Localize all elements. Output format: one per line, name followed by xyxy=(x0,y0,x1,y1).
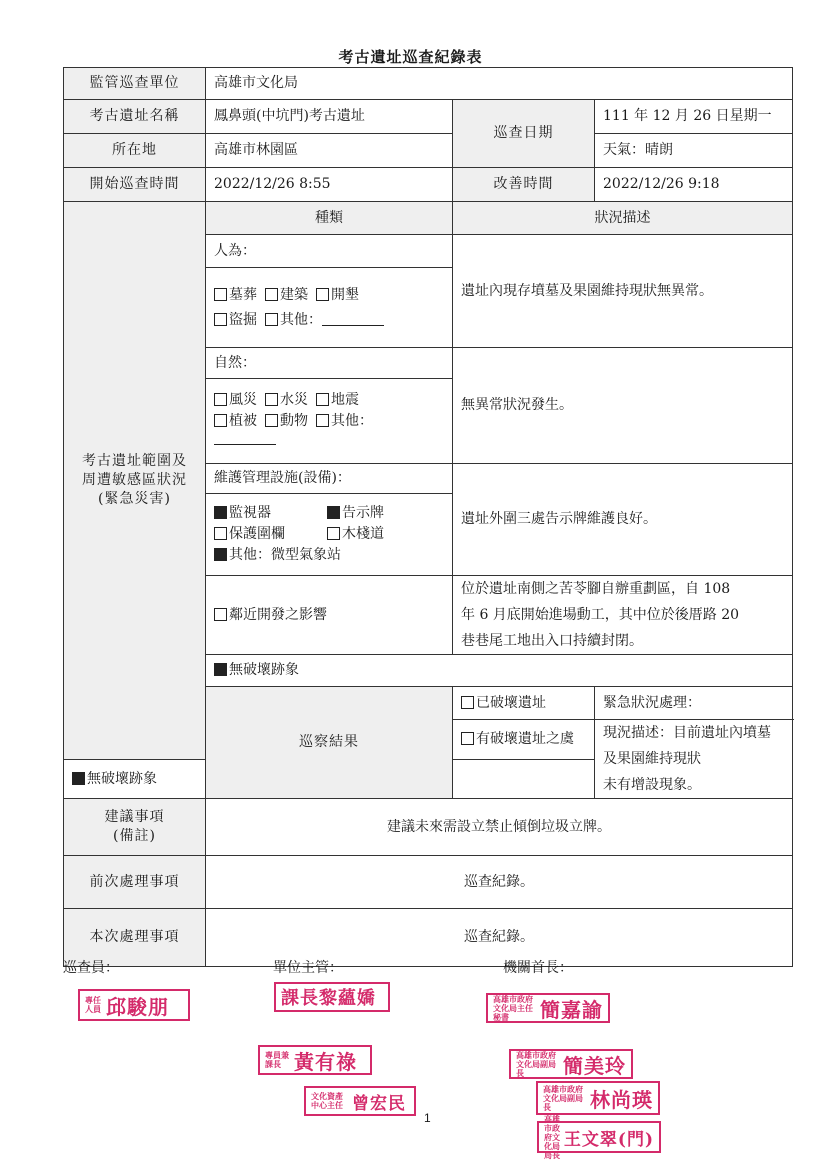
option-label: 地震 xyxy=(331,391,359,408)
result-description xyxy=(595,720,793,799)
stamp-name: 曾宏民 xyxy=(352,1093,406,1114)
checkbox[interactable] xyxy=(316,393,329,406)
suggestion-label xyxy=(64,799,206,856)
nearby-description-line: 位於遺址南側之苦苓腳自辦重劃區，自 108 xyxy=(461,581,731,597)
chief-signature-label: 機關首長： xyxy=(503,960,573,976)
stamp-small-text: 高雄市政府文化局副局長 xyxy=(516,1049,556,1078)
seal-stamp-specialist xyxy=(258,1045,372,1075)
option-label: 木棧道 xyxy=(342,526,384,543)
stamp-name: 簡美玲 xyxy=(563,1053,626,1078)
human-description: 遺址內現存墳墓及果園維持現狀無異常。 xyxy=(453,235,793,348)
result-option-risk xyxy=(453,720,595,760)
site-status-label-line: 周遭敏感區狀況 xyxy=(82,472,187,489)
nearby-description xyxy=(453,576,793,655)
human-heading: 人為： xyxy=(206,235,453,268)
checkbox[interactable] xyxy=(214,393,227,406)
stamp-name: 簡嘉諭 xyxy=(540,997,603,1022)
stamp-name: 王文翠(門) xyxy=(563,1129,654,1150)
suggestion-label-line: (備註) xyxy=(113,828,156,844)
site-status-label-line: (緊急災害) xyxy=(98,490,171,507)
checkbox[interactable] xyxy=(265,414,278,427)
natural-description: 無異常狀況發生。 xyxy=(453,348,793,464)
checkbox-checked[interactable] xyxy=(214,663,227,676)
location-label: 所在地 xyxy=(64,134,206,168)
stamp-small-text: 高雄市政府文化局主任秘書 xyxy=(493,993,533,1022)
result-description-line: 現況描述：目前遺址內墳墓及果園維持現狀 xyxy=(603,725,771,767)
seal-stamp-secretary xyxy=(486,993,610,1023)
option-label: 告示牌 xyxy=(342,505,384,522)
blank-line[interactable] xyxy=(214,432,276,445)
result-label: 巡察結果 xyxy=(206,687,453,799)
stamp-small-text: 專員兼課長 xyxy=(265,1050,289,1069)
no-damage-option xyxy=(206,655,793,687)
date-label: 巡查日期 xyxy=(453,100,595,168)
checkbox-checked[interactable] xyxy=(327,506,340,519)
option-label: 鄰近開發之影響 xyxy=(229,606,327,623)
current-action-label: 本次處理事項 xyxy=(64,909,206,967)
stamp-small-text: 文化資產中心主任 xyxy=(311,1091,343,1110)
date-value: 111 年 12 月 26 日星期一 xyxy=(595,100,793,134)
type-column-header: 種類 xyxy=(206,202,453,235)
human-options xyxy=(206,268,453,348)
stamp-name: 黃有祿 xyxy=(294,1049,357,1074)
checkbox-checked[interactable] xyxy=(214,506,227,519)
supervisor-signature-label: 單位主管： xyxy=(273,960,343,976)
suggestion-value: 建議未來需設立禁止傾倒垃圾立牌。 xyxy=(206,799,793,856)
stamp-small-text: 專任人員 xyxy=(85,995,101,1014)
option-label: 建築 xyxy=(280,286,308,303)
site-status-label-line: 考古遺址範圍及 xyxy=(82,453,187,470)
improve-time-label: 改善時間 xyxy=(453,168,595,202)
stamp-small-text: 高雄市政府文化局副局長 xyxy=(543,1083,583,1112)
option-label: 植被 xyxy=(229,412,257,429)
option-label: 已破壞遺址 xyxy=(476,694,546,711)
option-label: 無破壞跡象 xyxy=(229,662,299,679)
option-label: 無破壞跡象 xyxy=(87,770,157,787)
seal-stamp-director xyxy=(537,1113,661,1160)
checkbox[interactable] xyxy=(327,527,340,540)
seal-stamp-deputy-director-2 xyxy=(536,1081,660,1115)
location-value: 高雄市林園區 xyxy=(206,134,453,168)
natural-heading: 自然： xyxy=(206,348,453,379)
current-action-value: 巡查紀錄。 xyxy=(206,909,793,967)
result-option-no-damage xyxy=(64,760,206,799)
nearby-description-line: 巷巷尾工地出入口持續封閉。 xyxy=(461,633,643,649)
option-label: 墓葬 xyxy=(229,286,257,303)
description-column-header: 狀況描述 xyxy=(453,202,793,235)
checkbox[interactable] xyxy=(316,288,329,301)
site-name-label: 考古遺址名稱 xyxy=(64,100,206,134)
checkbox[interactable] xyxy=(214,288,227,301)
checkbox[interactable] xyxy=(214,527,227,540)
seal-stamp-section-chief xyxy=(274,982,390,1012)
previous-action-value: 巡查紀錄。 xyxy=(206,856,793,909)
checkbox[interactable] xyxy=(214,414,227,427)
facility-heading: 維護管理設施(設備)： xyxy=(206,464,453,494)
blank-line[interactable] xyxy=(322,313,384,326)
checkbox[interactable] xyxy=(214,608,227,621)
natural-options xyxy=(206,379,453,464)
option-label: 動物 xyxy=(280,412,308,429)
option-label: 其他： xyxy=(280,311,322,328)
checkbox[interactable] xyxy=(214,313,227,326)
checkbox[interactable] xyxy=(265,288,278,301)
checkbox[interactable] xyxy=(265,393,278,406)
option-label: 有破壞遺址之虞 xyxy=(476,731,574,748)
facility-options xyxy=(206,494,453,576)
checkbox-checked[interactable] xyxy=(214,548,227,561)
option-label: 監視器 xyxy=(229,505,271,522)
inspector-signature-label: 巡查員： xyxy=(63,960,119,976)
stamp-small-text: 高雄市政府文化局局長 xyxy=(544,1113,560,1160)
improve-time-value: 2022/12/26 9:18 xyxy=(595,168,793,202)
checkbox[interactable] xyxy=(461,696,474,709)
nearby-description-line: 年 6 月底開始進場動工，其中位於後厝路 20 xyxy=(461,607,740,623)
weather-value: 天氣：晴朗 xyxy=(595,134,793,168)
option-label: 其他： xyxy=(331,412,373,429)
site-name-value: 鳳鼻頭(中坑門)考古遺址 xyxy=(206,100,453,134)
option-label: 開墾 xyxy=(331,286,359,303)
seal-stamp-deputy-director-1 xyxy=(509,1049,633,1079)
stamp-name: 林尚瑛 xyxy=(590,1087,653,1112)
option-label: 其他：微型氣象站 xyxy=(229,546,341,563)
form-title: 考古遺址巡查紀錄表 xyxy=(338,48,483,66)
checkbox-checked[interactable] xyxy=(72,772,85,785)
option-label: 水災 xyxy=(280,391,308,408)
facility-description: 遺址外圍三處告示牌維護良好。 xyxy=(453,464,793,576)
checkbox[interactable] xyxy=(265,313,278,326)
previous-action-label: 前次處理事項 xyxy=(64,856,206,909)
seal-stamp-inspector xyxy=(78,989,190,1021)
suggestion-label-line: 建議事項 xyxy=(104,809,165,826)
seal-stamp-heritage-center xyxy=(304,1086,416,1116)
result-description-line: 未有增設現象。 xyxy=(603,777,701,793)
unit-value: 高雄市文化局 xyxy=(206,68,793,100)
start-time-label: 開始巡查時間 xyxy=(64,168,206,202)
unit-label: 監管巡查單位 xyxy=(64,68,206,100)
inspection-form xyxy=(63,67,793,967)
result-option-destroyed xyxy=(453,687,595,720)
site-status-label xyxy=(64,202,206,760)
page-number: 1 xyxy=(424,1111,431,1125)
option-label: 風災 xyxy=(229,391,257,408)
option-label: 保護圍欄 xyxy=(229,526,285,543)
checkbox[interactable] xyxy=(461,732,474,745)
emergency-handling: 緊急狀況處理： xyxy=(595,687,793,720)
checkbox[interactable] xyxy=(316,414,329,427)
start-time-value: 2022/12/26 8:55 xyxy=(206,168,453,202)
stamp-name: 課長黎蘊嬌 xyxy=(281,988,376,1009)
stamp-name: 邱駿朋 xyxy=(106,994,169,1019)
nearby-development-option xyxy=(206,576,453,655)
option-label: 盜掘 xyxy=(229,311,257,328)
